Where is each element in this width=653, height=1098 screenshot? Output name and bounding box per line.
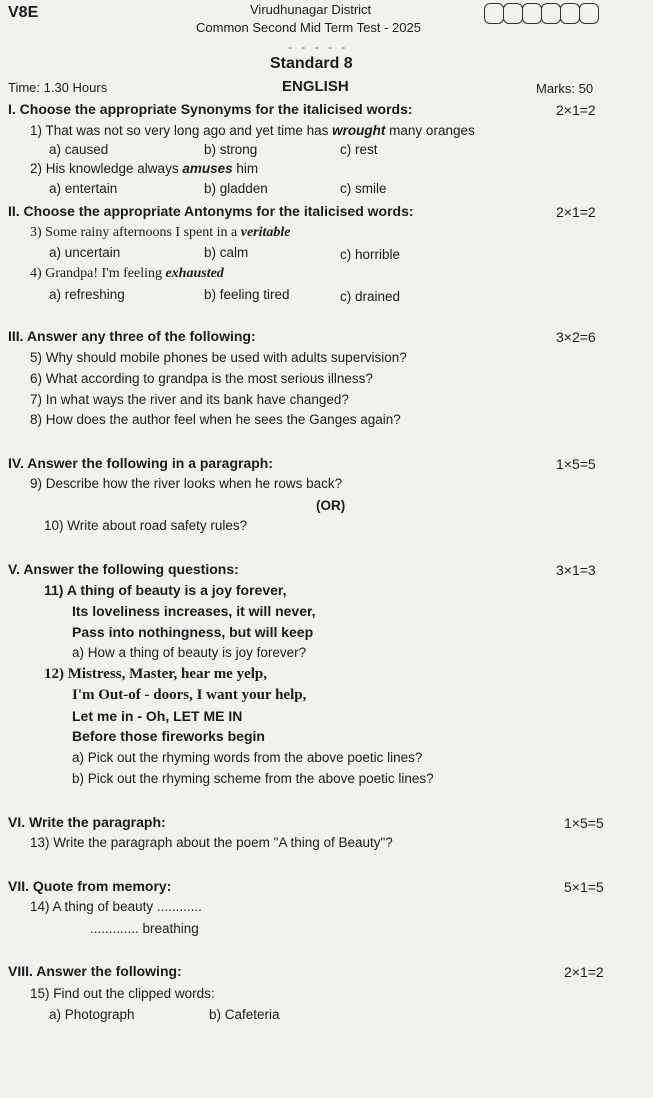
poem-1-line-2: Its loveliness increases, it will never,: [72, 603, 316, 619]
register-box: [541, 3, 561, 24]
section-3-score: 3×2=6: [556, 329, 596, 345]
standard-label: Standard 8: [270, 55, 353, 72]
q15-option-a: a) Photograph: [49, 1007, 135, 1022]
question-7: 7) In what ways the river and its bank have changed?: [30, 392, 349, 407]
question-12a: a) Pick out the rhyming words from the above poetic lines?: [72, 750, 423, 765]
question-13: 13) Write the paragraph about the poem "A thing of Beauty"?: [30, 835, 393, 850]
register-box: [484, 3, 504, 24]
section-4-score: 1×5=5: [556, 456, 596, 472]
time-label: Time: 1.30 Hours: [8, 80, 108, 95]
district-name: Virudhunagar District: [250, 2, 372, 17]
paper-code: V8E: [8, 4, 39, 21]
question-5: 5) Why should mobile phones be used with adults supervision?: [30, 350, 407, 365]
question-4: 4) Grandpa! I'm feeling exhausted: [30, 266, 224, 281]
or-label: (OR): [316, 498, 346, 513]
register-box: [579, 3, 599, 24]
header-divider: - - - - -: [288, 40, 349, 54]
q3-option-a: a) uncertain: [49, 245, 121, 260]
question-8: 8) How does the author feel when he sees the Ganges again?: [30, 412, 401, 427]
subject-label: ENGLISH: [282, 78, 349, 95]
q1-option-a: a) caused: [49, 142, 109, 157]
q2-option-b: b) gladden: [204, 181, 268, 196]
section-6-title: VI. Write the paragraph:: [8, 814, 166, 830]
section-8-title: VIII. Answer the following:: [8, 963, 182, 979]
register-box: [560, 3, 580, 24]
question-12b: b) Pick out the rhyming scheme from the above poetic lines?: [72, 771, 434, 786]
section-2-score: 2×1=2: [556, 204, 596, 220]
section-4-title: IV. Answer the following in a paragraph:: [8, 455, 274, 471]
question-10: 10) Write about road safety rules?: [44, 518, 248, 533]
q4-option-a: a) refreshing: [49, 287, 125, 302]
section-2-title: II. Choose the appropriate Antonyms for the italicised words:: [8, 203, 414, 219]
q4-option-c: c) drained: [340, 289, 401, 304]
question-3: 3) Some rainy afternoons I spent in a veritable: [30, 225, 291, 240]
section-5-score: 3×1=3: [556, 562, 596, 578]
section-6-score: 1×5=5: [564, 815, 604, 831]
q1-option-c: c) rest: [340, 142, 378, 157]
question-11a: a) How a thing of beauty is joy forever?: [72, 645, 307, 660]
q2-option-c: c) smile: [340, 181, 387, 196]
question-12: 12) Mistress, Master, hear me yelp,: [44, 666, 268, 682]
section-1-score: 2×1=2: [556, 102, 596, 118]
poem-2-line-4: Before those fireworks begin: [72, 728, 265, 744]
marks-label: Marks: 50: [536, 81, 594, 96]
register-number-boxes: [485, 3, 599, 24]
q4-option-b: b) feeling tired: [204, 287, 290, 302]
question-15: 15) Find out the clipped words:: [30, 986, 215, 1001]
section-1-title: I. Choose the appropriate Synonyms for the italicised words:: [8, 101, 413, 117]
register-box: [503, 3, 523, 24]
poem-1-line-3: Pass into nothingness, but will keep: [72, 624, 314, 640]
q1-option-b: b) strong: [204, 142, 258, 157]
section-7-score: 5×1=5: [564, 879, 604, 895]
q15-option-b: b) Cafeteria: [209, 1007, 280, 1022]
question-1: 1) That was not so very long ago and yet time has wrought many oranges: [30, 123, 475, 138]
question-14: 14) A thing of beauty ............: [30, 899, 202, 914]
q3-option-c: c) horrible: [340, 247, 401, 262]
q3-option-b: b) calm: [204, 245, 249, 260]
section-7-title: VII. Quote from memory:: [8, 878, 172, 894]
register-box: [522, 3, 542, 24]
poem-2-line-3: Let me in - Oh, LET ME IN: [72, 708, 243, 724]
question-9: 9) Describe how the river looks when he rows back?: [30, 476, 343, 491]
poem-2-line-2: I'm Out-of - doors, I want your help,: [72, 687, 307, 703]
q2-option-a: a) entertain: [49, 181, 118, 196]
question-11: 11) A thing of beauty is a joy forever,: [44, 582, 287, 598]
section-5-title: V. Answer the following questions:: [8, 561, 239, 577]
question-2: 2) His knowledge always amuses him: [30, 161, 259, 176]
section-3-title: III. Answer any three of the following:: [8, 328, 256, 344]
test-name: Common Second Mid Term Test - 2025: [196, 20, 421, 35]
question-6: 6) What according to grandpa is the most serious illness?: [30, 371, 373, 386]
question-14-line-2: ............. breathing: [90, 921, 199, 936]
section-8-score: 2×1=2: [564, 964, 604, 980]
